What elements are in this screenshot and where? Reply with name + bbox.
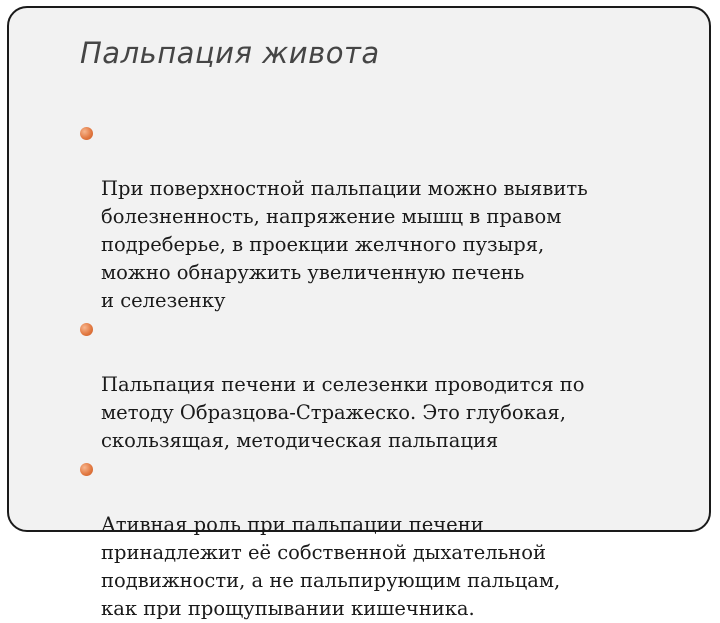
- bullet-text: При поверхностной пальпации можно выявить болезненность, напряжение мышц в правом подреберье, в проекции желчного пузыря, можно обнаружить увеличенную печень и селезенку: [101, 177, 588, 312]
- bullet-dot-icon: [80, 463, 93, 476]
- bullet-list: [80, 119, 680, 623]
- bullet-dot-icon: [80, 323, 93, 336]
- bullet-item: [80, 119, 680, 315]
- bullet-text: Пальпация печени и селезенки проводится по методу Образцова-Стражеско. Это глубокая, скользящая, методическая пальпация: [101, 373, 585, 452]
- bullet-item: [80, 315, 680, 455]
- bullet-text: Ативная роль при пальпации печени принадлежит её собственной дыхательной подвижности, а не пальпирующим пальцам, как при прощупывании кишечника.: [101, 513, 561, 620]
- slide-title: Пальпация живота: [80, 36, 380, 70]
- bullet-dot-icon: [80, 127, 93, 140]
- bullet-item: [80, 455, 680, 623]
